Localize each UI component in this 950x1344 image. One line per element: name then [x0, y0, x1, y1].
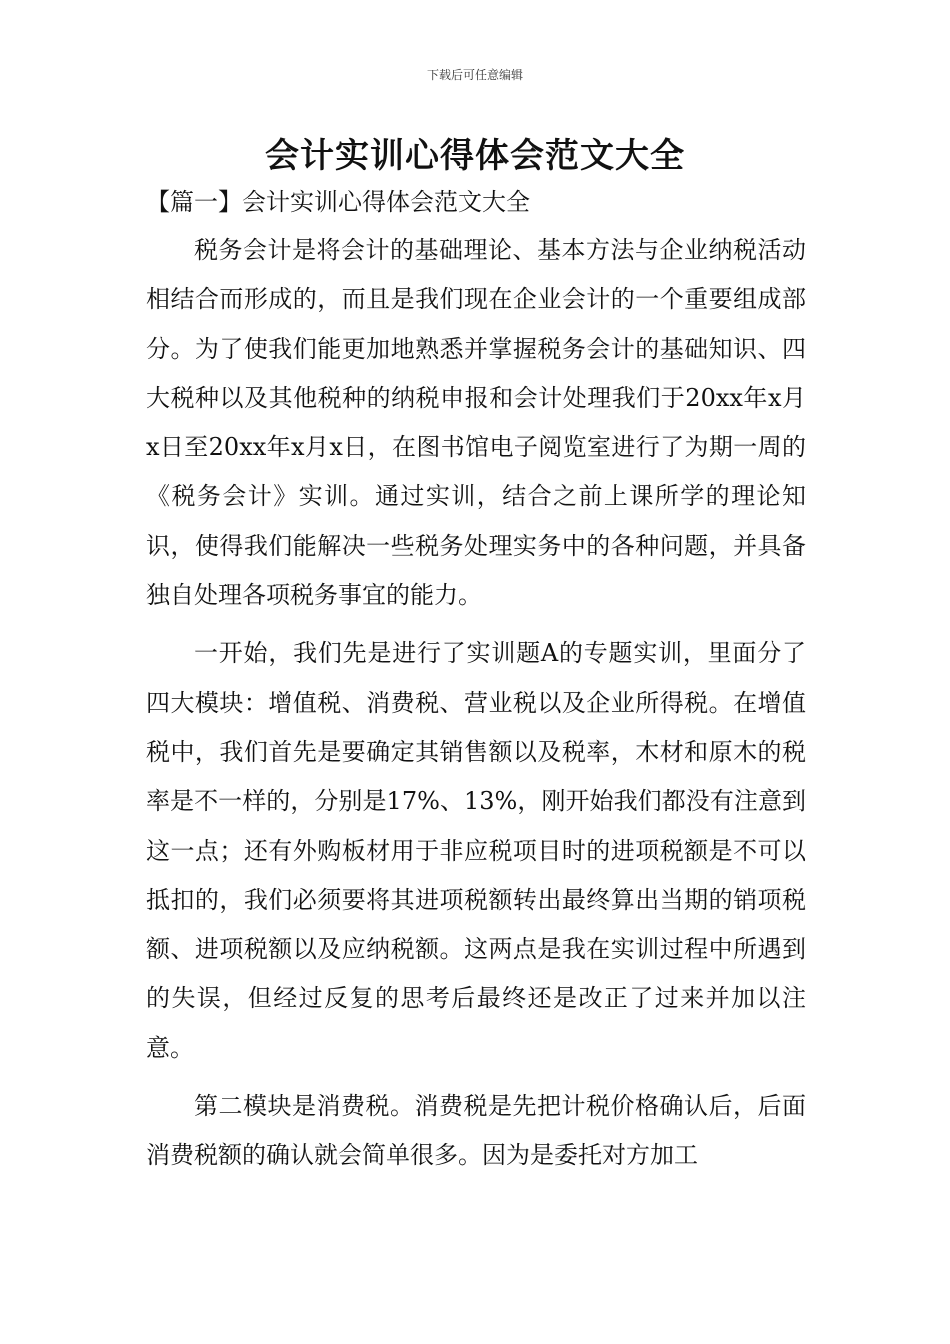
- page-header-note: 下载后可任意编辑: [426, 68, 523, 82]
- paragraph-2: 一开始，我们先是进行了实训题A的专题实训，里面分了四大模块：增值税、消费税、营业税以及企业所得税。在增值税中，我们首先是要确定其销售额以及税率，木材和原木的税率是不一样的，分别是17%、13%，刚开始我们都没有注意到这一点；还有外购板材用于非应税项目时的进项税额是不可以抵扣的，我们必须要将其进项税额转出最终算出当期的销项税额、进项税额以及应纳税额。这两点是我在实训过程中所遇到的失误，但经过反复的思考后最终还是改正了过来并加以注意。: [146, 639, 806, 1062]
- document-body: [146, 226, 806, 1190]
- paragraph-3: 第二模块是消费税。消费税是先把计税价格确认后，后面消费税额的确认就会简单很多。因为是委托对方加工: [146, 1092, 806, 1170]
- document-title: 会计实训心得体会范文大全: [265, 136, 685, 176]
- paragraph-1: 税务会计是将会计的基础理论、基本方法与企业纳税活动相结合而形成的，而且是我们现在企业会计的一个重要组成部分。为了使我们能更加地熟悉并掌握税务会计的基础知识、四大税种以及其他税种的纳税申报和会计处理我们于20xx年x月x日至20xx年x月x日，在图书馆电子阅览室进行了为期一周的《税务会计》实训。通过实训，结合之前上课所学的理论知识，使得我们能解决一些税务处理实务中的各种问题，并具备独自处理各项税务事宜的能力。: [146, 236, 806, 610]
- section-heading: 【篇一】会计实训心得体会范文大全: [146, 188, 530, 216]
